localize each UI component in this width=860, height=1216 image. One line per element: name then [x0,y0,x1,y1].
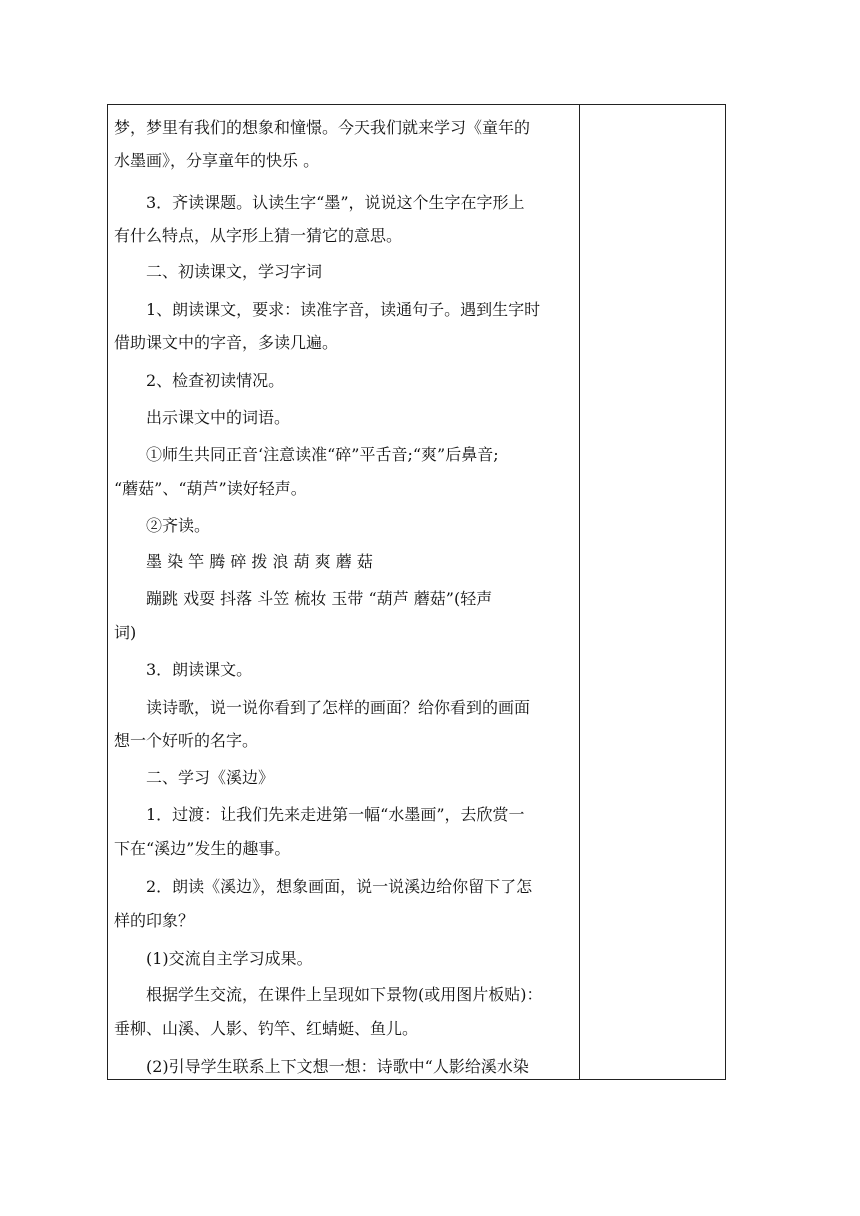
text-line: ②齐读。 [146,516,211,535]
text-line: 3．朗读课文。 [146,660,253,679]
text-line: 3．齐读课题。认读生字“墨”，说说这个生字在字形上 [146,193,525,212]
text-line: 水墨画》，分享童年的快乐 。 [114,151,320,170]
text-line: 1、朗读课文，要求：读准字音，读通句子。遇到生字时 [146,300,541,319]
text-line: 有什么特点，从字形上猜一猜它的意思。 [114,226,403,245]
lesson-plan-table [107,104,726,1080]
text-line: 1．过渡：让我们先来走进第一幅“水墨画”，去欣赏一 [146,805,525,824]
text-line: 读诗歌，说一说你看到了怎样的画面？给你看到的画面 [146,698,531,717]
text-line: 梦，梦里有我们的想象和憧憬。今天我们就来学习《童年的 [114,118,531,137]
text-line: 垂柳、山溪、人影、钓竿、红蜻蜓、鱼儿。 [114,1019,419,1038]
section-heading: 二、初读课文，学习字词 [146,262,323,281]
text-line: “蘑菇”、“葫芦”读好轻声。 [114,479,307,498]
text-line: (1)交流自主学习成果。 [146,949,313,968]
text-line: 借助课文中的字音，多读几遍。 [114,333,339,352]
text-line: 想一个好听的名字。 [114,731,259,750]
vocabulary-line: 蹦跳 戏耍 抖落 斗笠 梳妆 玉带 “葫芦 蘑菇”(轻声 [146,589,493,608]
text-line: 下在“溪边”发生的趣事。 [114,839,291,858]
lesson-content-cell [108,105,579,1079]
text-line: 词) [114,623,137,642]
section-heading: 二、学习《溪边》 [146,768,275,787]
text-line: ①师生共同正音‘注意读准“碎”平舌音;“爽”后鼻音; [146,445,499,464]
text-line: 2、检查初读情况。 [146,371,285,390]
text-line: 2．朗读《溪边》，想象画面，说一说溪边给你留下了怎 [146,877,533,896]
vocabulary-line: 墨 染 竿 腾 碎 拨 浪 葫 爽 蘑 菇 [146,552,373,571]
text-line: 出示课文中的词语。 [146,408,291,427]
text-line: (2)引导学生联系上下文想一想：诗歌中“人影给溪水染 [146,1057,529,1076]
text-line: 样的印象？ [114,911,195,930]
text-line: 根据学生交流，在课件上呈现如下景物(或用图片板贴)： [146,985,543,1004]
notes-cell [580,105,725,1079]
